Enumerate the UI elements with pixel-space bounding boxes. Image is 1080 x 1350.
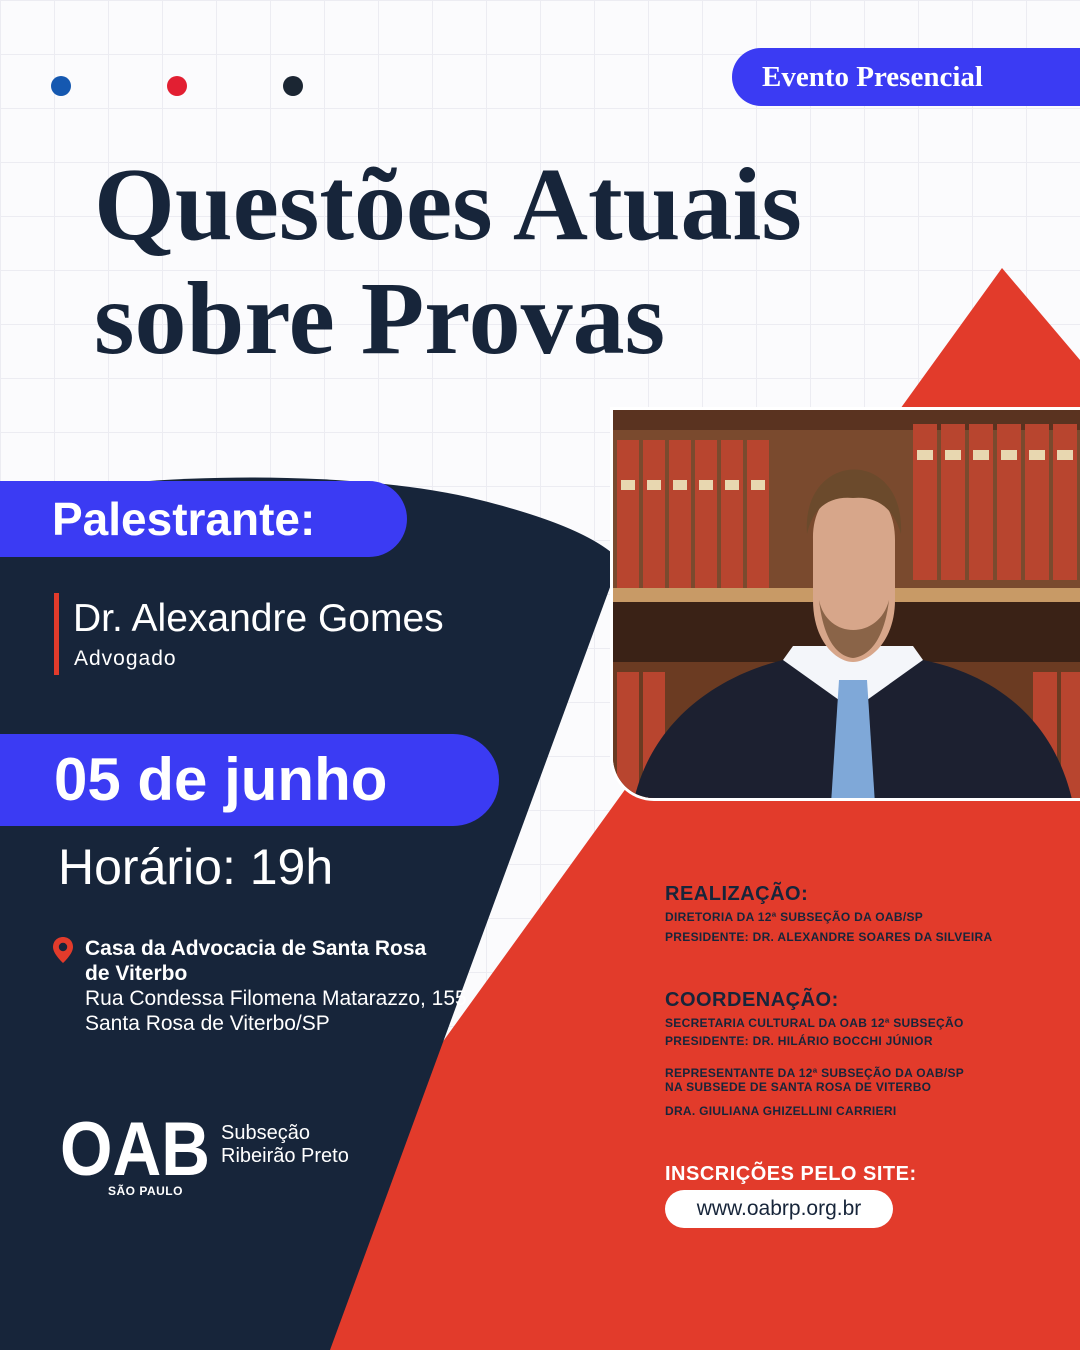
location-pin-icon [51, 936, 75, 964]
dark-dot [283, 76, 303, 96]
event-type-badge: Evento Presencial [732, 48, 1080, 106]
oab-subsection-line-2: Ribeirão Preto [221, 1145, 349, 1167]
event-date: 05 de junho [0, 734, 499, 826]
speaker-name: Dr. Alexandre Gomes [73, 597, 444, 640]
blue-dot [51, 76, 71, 96]
venue-city: Santa Rosa de Viterbo/SP [85, 1012, 330, 1035]
venue-info [85, 936, 467, 1036]
event-title [94, 148, 802, 376]
realizacao-line-1: DIRETORIA DA 12ª SUBSEÇÃO DA OAB/SP [665, 910, 924, 924]
registration-url-link[interactable]: www.oabrp.org.br [665, 1190, 893, 1228]
venue-address: Rua Condessa Filomena Matarazzo, 155 [85, 987, 467, 1010]
venue-name-line-2: de Viterbo [85, 962, 188, 985]
registration-heading: INSCRIÇÕES PELO SITE: [665, 1163, 917, 1185]
title-line-2: sobre Provas [94, 261, 666, 376]
speaker-heading: Palestrante: [0, 481, 407, 557]
representante-line-1: REPRESENTANTE DA 12ª SUBSEÇÃO DA OAB/SP [665, 1066, 965, 1080]
oab-subsection [221, 1122, 349, 1168]
speaker-portrait-illustration [613, 410, 1080, 801]
title-line-1: Questões Atuais [94, 147, 802, 262]
representante-line-3: DRA. GIULIANA GHIZELLINI CARRIERI [665, 1104, 897, 1118]
speaker-accent-bar [54, 593, 59, 675]
red-dot [167, 76, 187, 96]
oab-state-label: SÃO PAULO [108, 1184, 183, 1198]
venue-name-line-1: Casa da Advocacia de Santa Rosa [85, 937, 427, 960]
speaker-role: Advogado [74, 647, 177, 670]
oab-logo [60, 1115, 210, 1179]
coordenacao-line-2: PRESIDENTE: DR. HILÁRIO BOCCHI JÚNIOR [665, 1034, 933, 1048]
oab-logo-text: OAB [60, 1115, 210, 1179]
realizacao-line-2: PRESIDENTE: DR. ALEXANDRE SOARES DA SILVEIRA [665, 930, 993, 944]
speaker-photo [610, 407, 1080, 801]
coordenacao-heading: COORDENAÇÃO: [665, 989, 839, 1011]
event-time: Horário: 19h [58, 839, 334, 895]
coordenacao-line-1: SECRETARIA CULTURAL DA OAB 12ª SUBSEÇÃO [665, 1016, 964, 1030]
representante-line-2: NA SUBSEDE DE SANTA ROSA DE VITERBO [665, 1080, 932, 1094]
realizacao-heading: REALIZAÇÃO: [665, 883, 809, 905]
oab-subsection-line-1: Subseção [221, 1122, 310, 1144]
